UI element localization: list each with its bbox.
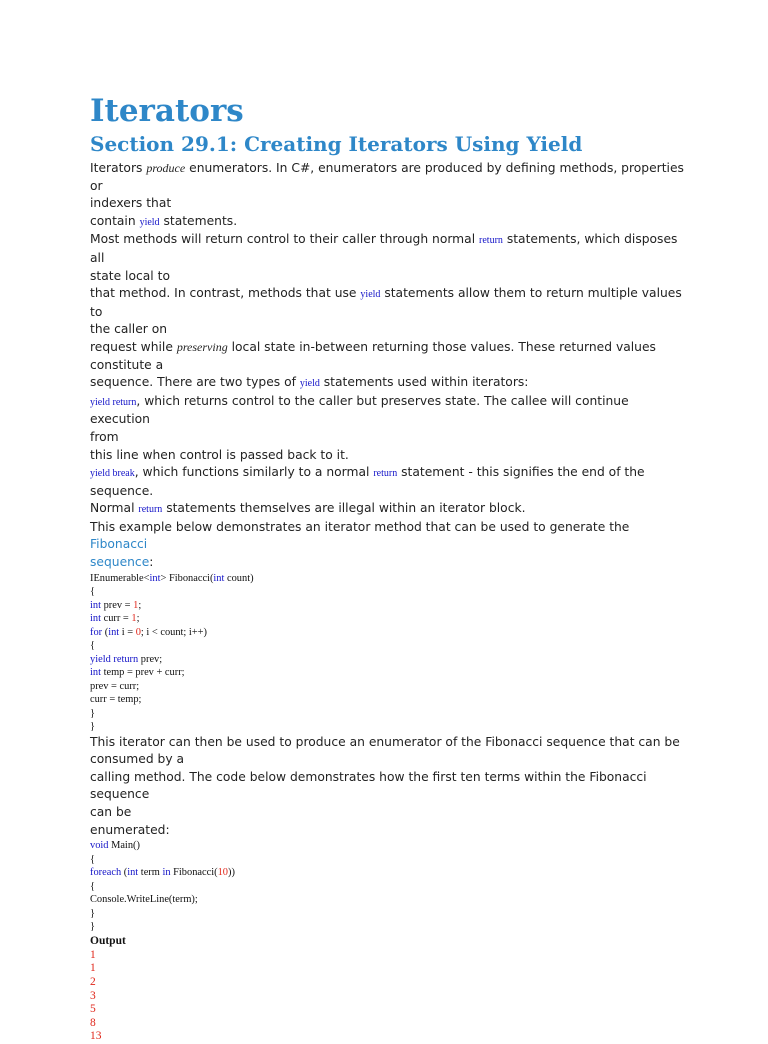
code-keyword: int (90, 613, 101, 625)
text-run: statements themselves are illegal within an iterator block. (162, 501, 526, 516)
code-block-fibonacci (90, 572, 690, 734)
text-run: statements allow them to return multiple values to (90, 286, 682, 319)
code-keyword: int (149, 572, 161, 584)
code-line: } (90, 907, 95, 919)
fibonacci-link[interactable]: Fibonacci (90, 537, 148, 552)
inline-keyword: yield (299, 378, 320, 390)
output-line: 3 (90, 989, 96, 1002)
inline-keyword: yield (360, 289, 381, 301)
code-token: temp = prev + curr; (100, 667, 185, 679)
text-run: Normal (90, 501, 139, 516)
text-run: , which returns control to the caller but preserves state. The callee will continue execution (90, 393, 629, 427)
code-token: i = (119, 626, 136, 638)
page-title: Iterators (90, 93, 244, 129)
output-line: 8 (90, 1016, 96, 1029)
code-token: ( (102, 626, 109, 638)
code-line: { (90, 640, 95, 652)
code-token: ( (121, 867, 128, 879)
intro-text (90, 160, 690, 572)
paragraph-line: sequence. (90, 483, 154, 498)
code-token: IEnumerable< (90, 572, 150, 584)
code-line: Console.WriteLine(term); (90, 894, 198, 906)
text-run: This example below demonstrates an iterator method that can be used to generate the (90, 519, 630, 534)
code-line (90, 599, 690, 613)
output-line: 1 (90, 948, 96, 961)
inline-keyword: yield break (90, 468, 135, 480)
code-line: prev = curr; (90, 680, 140, 692)
paragraph-line (90, 213, 690, 232)
text-run: sequence. There are two types of (90, 375, 300, 390)
code-line (90, 612, 690, 626)
paragraph-line: calling method. The code below demonstrates how the first ten terms within the Fibonacci sequence (90, 769, 647, 802)
paragraph-line (90, 160, 690, 195)
code-line: } (90, 707, 95, 719)
code-block-main (90, 839, 690, 934)
code-token: )) (227, 867, 235, 879)
code-line (90, 839, 690, 853)
paragraph-line: can be (90, 805, 132, 820)
code-number: 0 (135, 626, 141, 638)
output-block (90, 934, 690, 1044)
after-code-text (90, 734, 690, 840)
paragraph-line: indexers that (90, 196, 172, 211)
code-token: prev; (138, 653, 163, 665)
paragraph-line (90, 500, 690, 519)
output-line: 5 (90, 1003, 96, 1016)
paragraph-line: consumed by a (90, 752, 185, 767)
text-run: Most methods will return control to their caller through normal (90, 232, 480, 247)
code-number: 1 (133, 599, 139, 611)
code-line: } (90, 721, 95, 733)
inline-keyword: yield return (90, 396, 137, 408)
code-token: curr = (100, 613, 132, 625)
text-run: statement - this signifies the end of the (397, 465, 645, 480)
inline-keyword: yield (139, 216, 160, 228)
fibonacci-sequence-link[interactable]: sequence (90, 555, 150, 570)
code-token: ; i < count; i++) (140, 626, 207, 638)
code-keyword: int (127, 867, 139, 879)
code-token: Fibonacci( (170, 867, 218, 879)
code-token: prev = (100, 599, 134, 611)
inline-keyword: return (138, 504, 163, 516)
paragraph-line (90, 231, 690, 267)
code-keyword: int (90, 599, 101, 611)
code-keyword: in (162, 867, 171, 879)
code-token: > Fibonacci( (160, 572, 214, 584)
output-label: Output (90, 934, 126, 947)
paragraph-line: constitute a (90, 357, 164, 372)
code-token: Main() (108, 840, 140, 852)
paragraph-line: enumerated: (90, 822, 170, 837)
code-line (90, 866, 690, 880)
paragraph-line (90, 393, 690, 429)
text-run: , which functions similarly to a normal (134, 465, 374, 480)
paragraph-line (90, 374, 690, 393)
text-run: statements used within iterators: (319, 375, 529, 390)
text-run: request while (90, 339, 177, 354)
code-keyword: foreach (90, 867, 122, 879)
paragraph-line: state local to (90, 268, 170, 283)
text-run: enumerators. In C#, enumerators are produced by defining methods, properties or (90, 161, 684, 193)
code-line: { (90, 586, 95, 598)
paragraph-line: this line when control is passed back to it. (90, 447, 349, 462)
output-line: 13 (90, 1030, 102, 1043)
code-keyword: void (90, 840, 109, 852)
code-line: { (90, 853, 95, 865)
paragraph-line (90, 554, 690, 572)
paragraph-line: This iterator can then be used to produce an enumerator of the Fibonacci sequence that can be (90, 734, 680, 749)
code-keyword: for (90, 626, 103, 638)
paragraph-line: from (90, 429, 119, 444)
text-run: contain (90, 213, 140, 228)
code-keyword: int (108, 626, 120, 638)
code-line: { (90, 880, 95, 892)
text-run: statements. (159, 213, 238, 228)
document-page (90, 92, 690, 1044)
text-run: statements, which disposes all (90, 232, 678, 265)
text-run: that method. In contrast, methods that use (90, 286, 361, 301)
code-token: ; (136, 613, 140, 625)
code-keyword: int (90, 667, 101, 679)
code-line: } (90, 921, 95, 933)
text-run: Iterators (90, 161, 147, 175)
section-title: Section 29.1: Creating Iterators Using Yield (90, 132, 583, 156)
text-run: local state in-between returning those values. These returned values (227, 339, 656, 354)
code-token: term (138, 867, 163, 879)
code-line: curr = temp; (90, 694, 142, 706)
code-keyword: yield return (90, 653, 139, 665)
code-line (90, 572, 690, 586)
paragraph-line (90, 339, 690, 357)
code-line (90, 666, 690, 680)
code-line (90, 653, 690, 667)
output-line: 2 (90, 975, 96, 988)
output-line: 1 (90, 962, 96, 975)
code-token: ; (138, 599, 142, 611)
paragraph-line: the caller on (90, 322, 168, 337)
inline-keyword: return (373, 468, 398, 480)
paragraph-line (90, 519, 690, 554)
code-token: count) (224, 572, 254, 584)
code-number: 1 (131, 613, 137, 625)
code-number: 10 (217, 867, 228, 879)
italic-term: preserving (176, 339, 228, 354)
paragraph-line (90, 285, 690, 321)
text-run: : (149, 555, 154, 570)
code-line (90, 626, 690, 640)
italic-term: produce (146, 161, 186, 175)
code-keyword: int (213, 572, 225, 584)
paragraph-line (90, 464, 690, 483)
inline-keyword: return (479, 235, 503, 247)
